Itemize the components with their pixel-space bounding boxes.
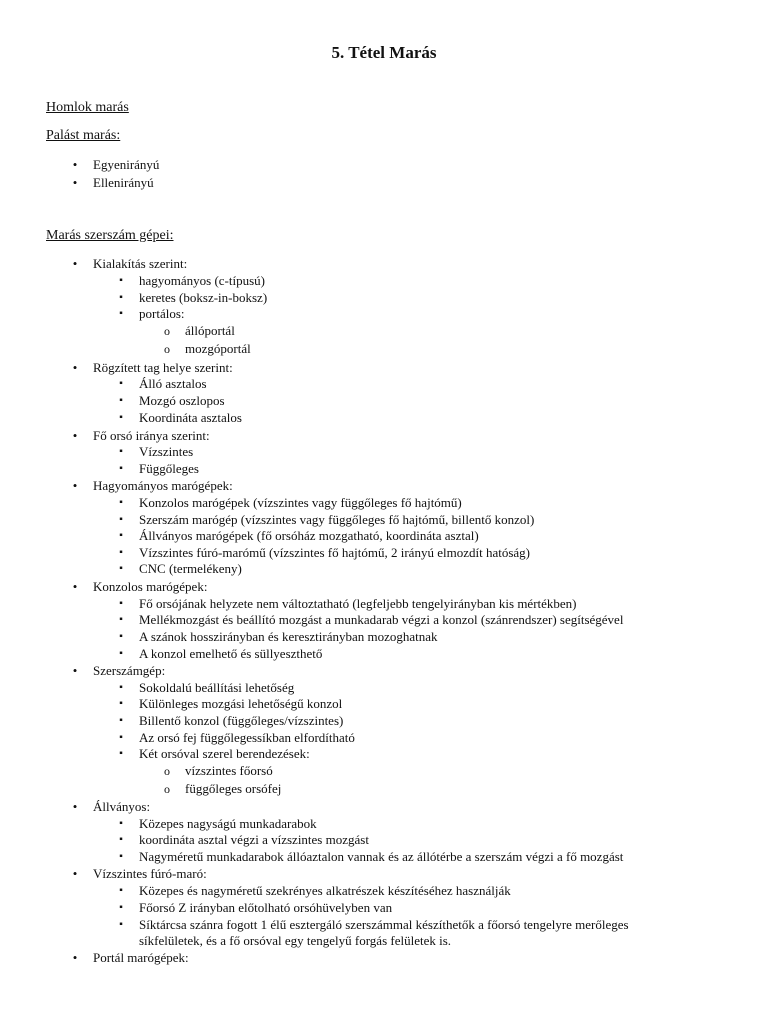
heading-maras-szerszam-gepei: Marás szerszám gépei: [46,228,174,243]
bullet-square: ▪ [119,682,123,693]
list-item: Közepes nagyságú munkadarabok [139,816,317,831]
list-item: Portál marógépek: [93,950,189,965]
bullet-square: ▪ [119,631,123,642]
bullet-square: ▪ [119,547,123,558]
list-item: Szerszámgép: [93,663,166,678]
bullet-square: ▪ [119,748,123,759]
list-item: hagyományos (c-típusú) [139,273,266,288]
list-item: Az orsó fej függőlegessíkban elfordítható [139,730,355,745]
bullet-circle: o [164,782,170,796]
page-title: 5. Tétel Marás [331,43,437,62]
bullet-square: ▪ [119,446,123,457]
list-item: Két orsóval szerel berendezések: [139,746,310,761]
heading-palast-maras: Palást marás: [46,128,121,143]
bullet-square: ▪ [119,885,123,896]
list-item: keretes (boksz-in-boksz) [139,290,268,305]
list-item: Mellékmozgást és beállító mozgást a munkadarab végzi a konzol (szánrendszer) segítségével [139,612,624,627]
bullet-square: ▪ [119,275,123,286]
list-item: Közepes és nagyméretű szekrényes alkatrészek készítéséhez használják [139,883,511,898]
list-item: Szerszám marógép (vízszintes vagy függőleges fő hajtómű, billentő konzol) [139,512,535,527]
list-item: koordináta asztal végzi a vízszintes mozgást [139,832,369,847]
bullet-square: ▪ [119,818,123,829]
list-item: CNC (termelékeny) [139,561,242,576]
bullet-dot: • [72,175,78,190]
list-item: Vízszintes fúró-maró: [93,866,207,881]
bullet-dot: • [72,579,78,594]
bullet-dot: • [72,866,78,881]
bullet-dot: • [72,256,78,271]
bullet-square: ▪ [119,919,123,930]
list-item: Vízszintes [139,444,194,459]
list-item: Nagyméretű munkadarabok állóaztalon vannak és az állótérbe a szerszám végzi a fő mozgást [139,849,624,864]
list-item: Síktárcsa szánra fogott 1 élű esztergáló szerszámmal készíthetők a főorsó tengelyre merőleges síkfelületek, és a fő orsóval egy tengelyű forgás felületek is. [139,917,629,948]
bullet-square: ▪ [119,834,123,845]
list-item: állóportál [185,323,235,338]
list-item: Különleges mozgási lehetőségű konzol [139,696,343,711]
list-item: Hagyományos marógépek: [93,478,233,493]
bullet-dot: • [72,799,78,814]
list-item: portálos: [139,306,185,321]
list-item: Koordináta asztalos [139,410,242,425]
bullet-square: ▪ [119,698,123,709]
bullet-square: ▪ [119,598,123,609]
bullet-dot: • [72,360,78,375]
list-item: Függőleges [139,461,199,476]
list-item: Fő orsójának helyzete nem változtatható (legfeljebb tengelyirányban kis mértékben) [139,596,577,611]
bullet-square: ▪ [119,395,123,406]
list-item: Egyenirányú [93,157,160,172]
list-item: Állványos: [93,799,151,814]
list-item: Álló asztalos [139,376,207,391]
bullet-square: ▪ [119,614,123,625]
bullet-square: ▪ [119,497,123,508]
list-item: A konzol emelhető és süllyeszthető [139,646,323,661]
list-item: mozgóportál [185,341,251,356]
list-item: Rögzített tag helye szerint: [93,360,233,375]
bullet-square: ▪ [119,530,123,541]
list-item: Konzolos marógépek: [93,579,208,594]
bullet-square: ▪ [119,715,123,726]
bullet-square: ▪ [119,732,123,743]
bullet-square: ▪ [119,648,123,659]
bullet-circle: o [164,764,170,778]
list-item: Konzolos marógépek (vízszintes vagy függőleges fő hajtómű) [139,495,462,510]
bullet-square: ▪ [119,514,123,525]
list-item: Mozgó oszlopos [139,393,225,408]
heading-homlok-maras: Homlok marás [46,100,129,115]
list-item: Ellenirányú [93,175,154,190]
bullet-square: ▪ [119,563,123,574]
bullet-dot: • [72,663,78,678]
list-item: Állványos marógépek (fő orsóház mozgatható, koordináta asztal) [139,528,479,543]
bullet-square: ▪ [119,463,123,474]
bullet-dot: • [72,157,78,172]
list-item: Kialakítás szerint: [93,256,188,271]
bullet-square: ▪ [119,308,123,319]
bullet-dot: • [72,950,78,965]
list-item: A szánok hosszirányban és keresztirányban mozoghatnak [139,629,438,644]
bullet-dot: • [72,478,78,493]
bullet-square: ▪ [119,378,123,389]
list-item: Fő orsó iránya szerint: [93,428,210,443]
bullet-square: ▪ [119,902,123,913]
bullet-circle: o [164,342,170,356]
list-item: vízszintes főorsó [185,763,273,778]
list-item: Sokoldalú beállítási lehetőség [139,680,295,695]
list-item: függőleges orsófej [185,781,282,796]
list-item: Főorsó Z irányban előtolható orsóhüvelyben van [139,900,393,915]
bullet-square: ▪ [119,851,123,862]
bullet-circle: o [164,324,170,338]
bullet-dot: • [72,428,78,443]
bullet-square: ▪ [119,292,123,303]
bullet-square: ▪ [119,412,123,423]
list-item: Billentő konzol (függőleges/vízszintes) [139,713,344,728]
list-item: Vízszintes fúró-marómű (vízszintes fő hajtómű, 2 irányú elmozdít hatóság) [139,545,530,560]
